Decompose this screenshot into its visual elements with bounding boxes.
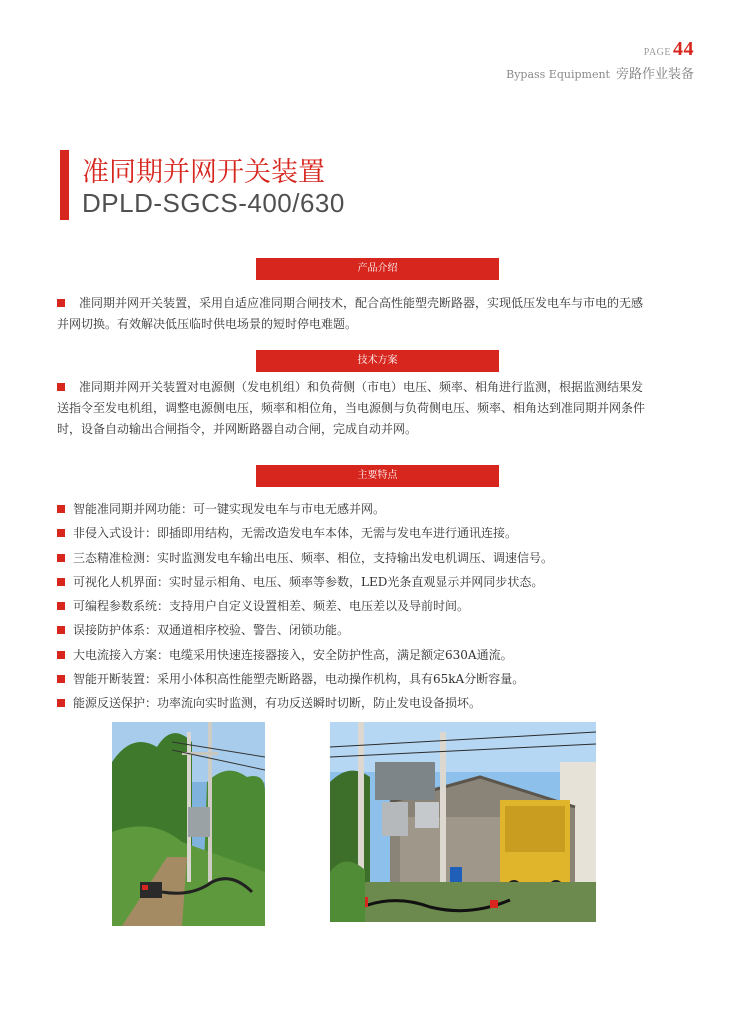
bullet-square-icon [57, 578, 65, 586]
feature-text: 三态精准检测：实时监测发电车输出电压、频率、相位，支持输出发电机调压、调速信号。 [73, 550, 554, 565]
feature-text: 可编程参数系统：支持用户自定义设置相差、频差、电压差以及导前时间。 [73, 599, 470, 614]
page-header [506, 38, 694, 82]
bullet-square-icon [57, 505, 65, 513]
feature-item [57, 667, 553, 691]
feature-item [57, 594, 553, 618]
feature-text: 误接防护体系：双通道相序校验、警告、闭锁功能。 [73, 623, 350, 638]
feature-text: 非侵入式设计：即插即用结构，无需改造发电车本体，无需与发电车进行通讯连接。 [73, 526, 518, 541]
feature-text: 能源反送保护：功率流向实时监测，有功反送瞬时切断，防止发电设备损坏。 [73, 696, 482, 711]
bullet-square-icon [57, 675, 65, 683]
feature-text: 智能开断装置：采用小体积高性能塑壳断路器，电动操作机构，具有65kA分断容量。 [73, 672, 525, 687]
feature-item [57, 570, 553, 594]
feature-item [57, 521, 553, 545]
intro-paragraph [57, 293, 647, 335]
feature-item [57, 546, 553, 570]
title-accent-bar [60, 150, 69, 220]
feature-item [57, 691, 553, 715]
bullet-square-icon [57, 383, 65, 391]
feature-item [57, 497, 553, 521]
section-label [506, 63, 694, 82]
feature-text: 大电流接入方案：电缆采用快速连接器接入，安全防护性高，满足额定630A通流。 [73, 647, 513, 662]
bullet-square-icon [57, 602, 65, 610]
bullet-square-icon [57, 626, 65, 634]
section-label-cn: 旁路作业装备 [615, 67, 694, 82]
feature-item [57, 618, 553, 642]
page-label: PAGE [643, 47, 671, 58]
bullet-square-icon [57, 554, 65, 562]
tech-text: 准同期并网开关装置对电源侧（发电机组）和负荷侧（市电）电压、频率、相角进行监测，根据监测结果发送指令至发电机组，调整电源侧电压，频率和相位角，当电源侧与负荷侧电压、频率、相角达到准同期并网条件时，设备自动输出合闸指令，并网断路器自动合闸，完成自动并网。 [57, 380, 646, 436]
bullet-square-icon [57, 699, 65, 707]
page-title: 准同期并网开关装置 [82, 157, 325, 188]
intro-heading: 产品介绍 [256, 258, 499, 280]
intro-text: 准同期并网开关装置，采用自适应准同期合闸技术，配合高性能塑壳断路器，实现低压发电车与市电的无感并网切换。有效解决低压临时供电场景的短时停电难题。 [57, 296, 644, 331]
page-number-line [506, 38, 694, 61]
model-number: DPLD-SGCS-400/630 [82, 188, 345, 218]
tech-heading: 技术方案 [256, 350, 499, 372]
bullet-square-icon [57, 299, 65, 307]
photo-generator-truck [330, 722, 596, 922]
bullet-square-icon [57, 529, 65, 537]
section-label-en: Bypass Equipment [506, 68, 610, 81]
features-list [57, 497, 553, 716]
bullet-square-icon [57, 651, 65, 659]
page-number: 44 [673, 38, 694, 60]
tech-paragraph [57, 377, 647, 440]
feature-text: 智能准同期并网功能：可一键实现发电车与市电无感并网。 [73, 502, 386, 516]
photo-pole-transformer-path [112, 722, 265, 926]
features-heading: 主要特点 [256, 465, 499, 487]
feature-text: 可视化人机界面：实时显示相角、电压、频率等参数，LED光条直观显示并网同步状态。 [73, 574, 544, 589]
feature-item [57, 643, 553, 667]
